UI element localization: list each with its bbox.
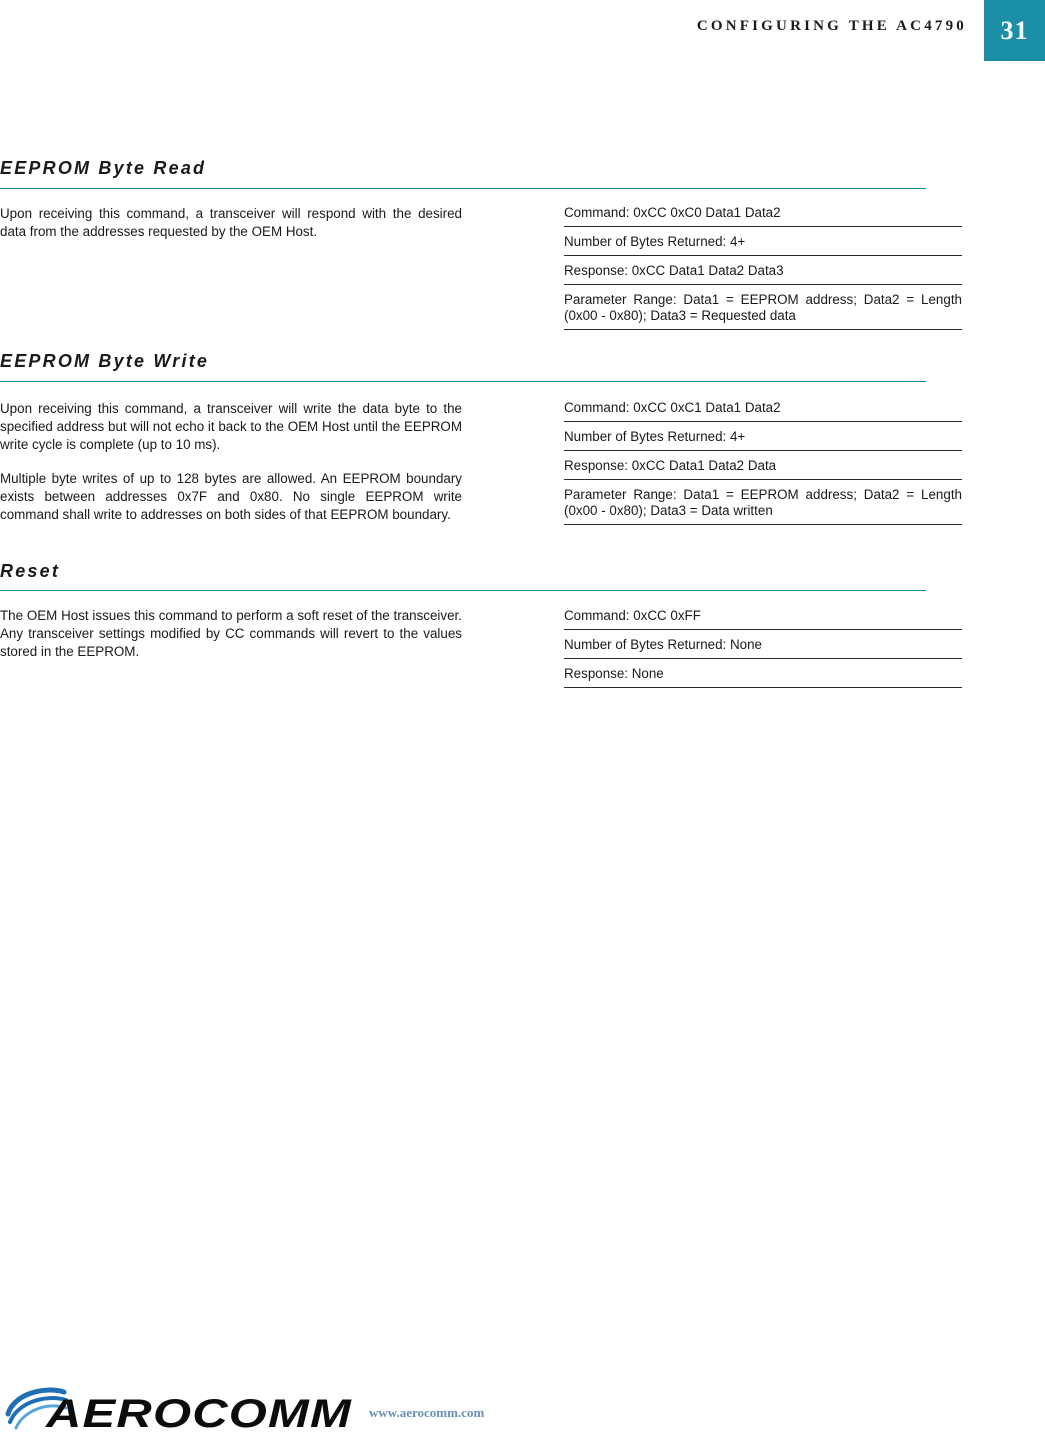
section-description <box>0 205 462 257</box>
command-row: Command: 0xCC 0xFF <box>564 601 962 630</box>
page-number: 31 <box>1000 15 1029 45</box>
bytes-returned-row: Number of Bytes Returned: 4+ <box>564 227 962 256</box>
parameter-range-row: Parameter Range: Data1 = EEPROM address; Data2 = Length (0x00 - 0x80); Data3 = Data written <box>564 480 962 525</box>
section-title: EEPROM Byte Read <box>0 158 207 178</box>
section-title: EEPROM Byte Write <box>0 351 210 371</box>
section-divider <box>0 590 926 591</box>
paragraph: Upon receiving this command, a transceiver will respond with the desired data from the addresses requested by the OEM Host. <box>0 206 462 239</box>
section-description <box>0 400 462 540</box>
paragraph: Multiple byte writes of up to 128 bytes are allowed. An EEPROM boundary exists between addresses 0x7F and 0x80. No single EEPROM write command shall write to addresses on both sides of that EEPROM boundary. <box>0 471 462 522</box>
command-parameter-table <box>564 198 962 330</box>
command-row: Command: 0xCC 0xC1 Data1 Data2 <box>564 393 962 422</box>
command-row: Command: 0xCC 0xC0 Data1 Data2 <box>564 198 962 227</box>
paragraph: The OEM Host issues this command to perform a soft reset of the transceiver. Any transceiver settings modified by CC commands will revert to the values stored in the EEPROM. <box>0 608 462 659</box>
section-title: Reset <box>0 561 61 581</box>
bytes-returned-row: Number of Bytes Returned: None <box>564 630 962 659</box>
page-number-tab <box>984 0 1045 61</box>
running-header-title: CONFIGURING THE AC4790 <box>696 18 967 34</box>
command-parameter-table <box>564 601 962 688</box>
response-row: Response: None <box>564 659 962 688</box>
section-divider <box>0 381 926 382</box>
section-description <box>0 607 462 677</box>
footer-url: www.aerocomm.com <box>369 1405 485 1420</box>
section-divider <box>0 188 926 189</box>
response-row: Response: 0xCC Data1 Data2 Data3 <box>564 256 962 285</box>
response-row: Response: 0xCC Data1 Data2 Data <box>564 451 962 480</box>
command-parameter-table <box>564 393 962 525</box>
logo-wordmark: AEROCOMM <box>44 1392 353 1432</box>
aerocomm-logo <box>4 1384 356 1432</box>
parameter-range-row: Parameter Range: Data1 = EEPROM address; Data2 = Length (0x00 - 0x80); Data3 = Requested data <box>564 285 962 330</box>
bytes-returned-row: Number of Bytes Returned: 4+ <box>564 422 962 451</box>
paragraph: Upon receiving this command, a transceiver will write the data byte to the specified address but will not echo it back to the OEM Host until the EEPROM write cycle is complete (up to 10 ms). <box>0 401 462 452</box>
